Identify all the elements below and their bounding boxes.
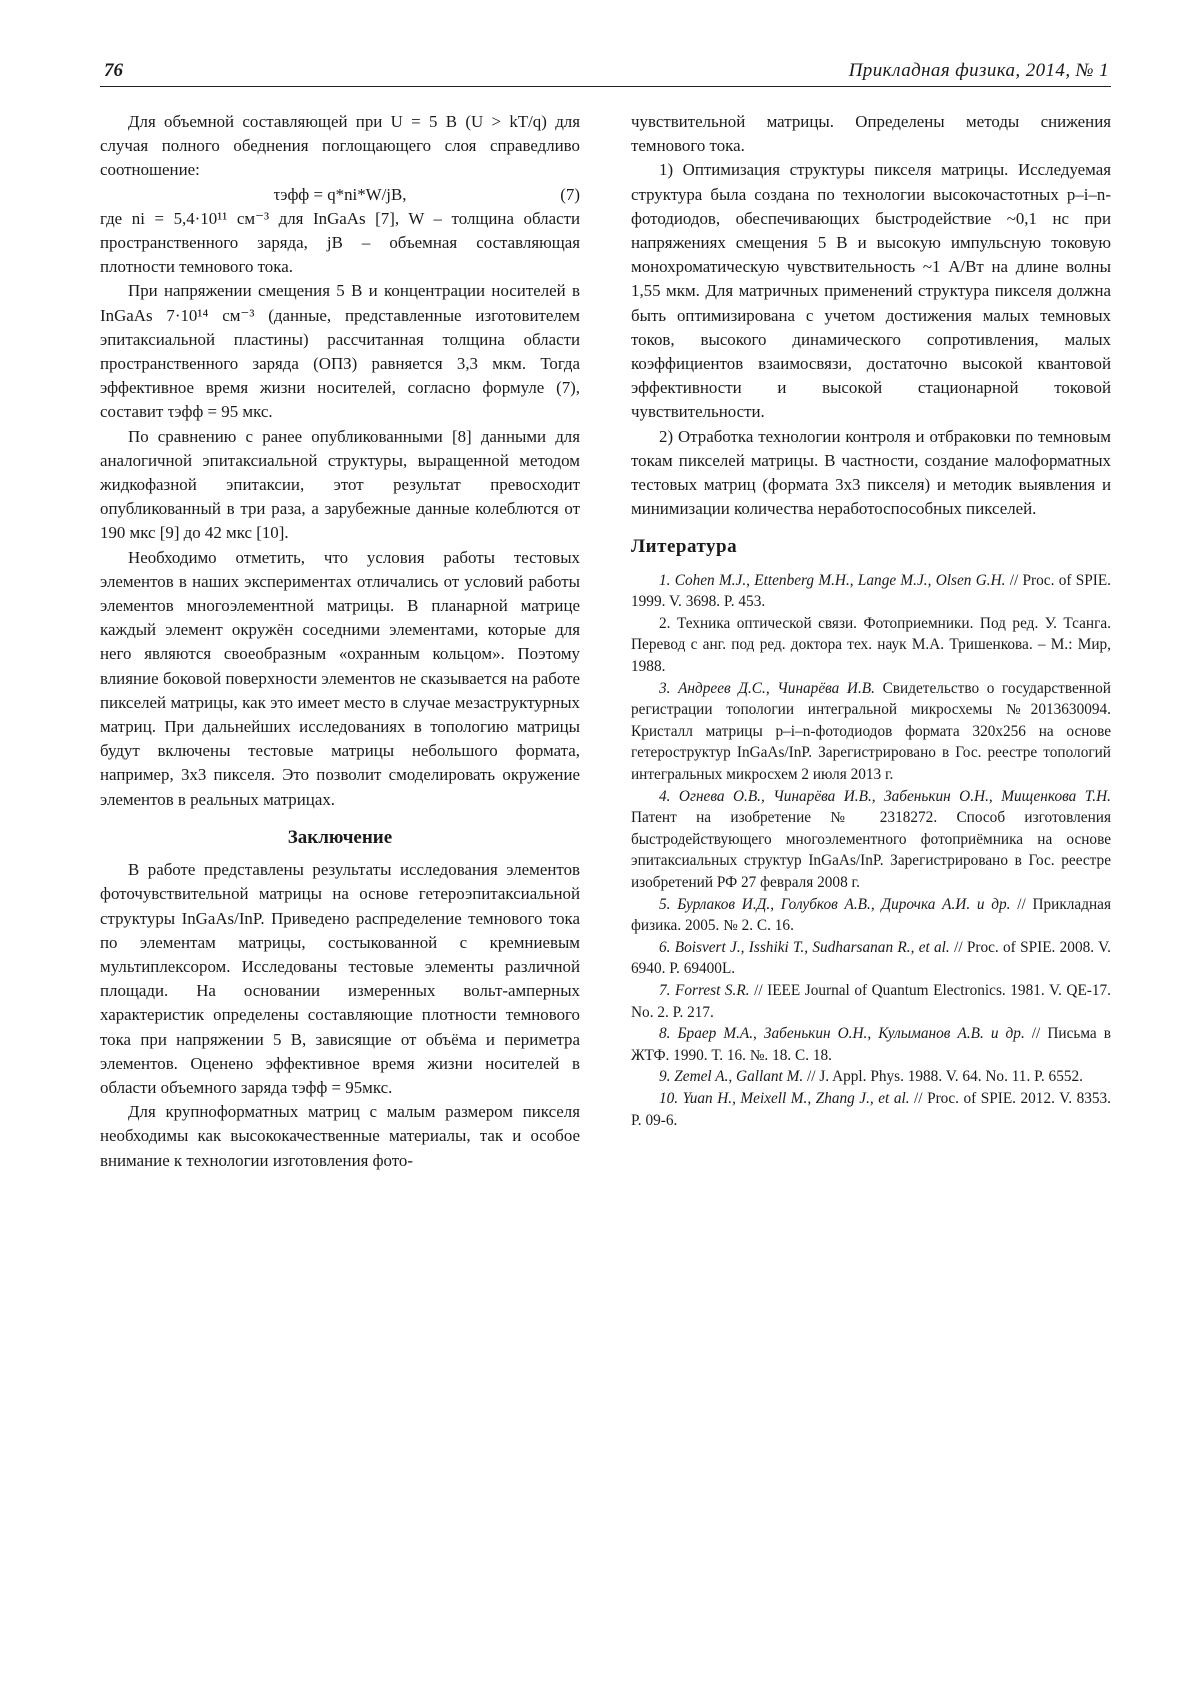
paragraph: Необходимо отметить, что условия работы тестовых элементов в наших экспериментах отличались от условий работы элементов многоэлементной матрицы. В планарной матрице каждый элемент окружён соседними элементами, которые для него являются своеобразным «охранным кольцом». Поэтому влияние боковой поверхности элементов не сказывается на работе пикселей матрицы, как это имеет место в случае мезаструктурных матриц. При дальнейших исследованиях в топологию матрицы будут включены тестовые матрицы небольшого формата, например, 3х3 пикселя. Это позволит смоделировать окружение элементов в реальных матрицах. bbox=[100, 547, 580, 809]
reference-authors: 8. Браер М.А., Забенькин О.Н., Кулыманов А.В. и др. bbox=[659, 1025, 1025, 1043]
left-column bbox=[100, 110, 580, 1173]
reference-item bbox=[631, 570, 1111, 613]
paragraph: 1) Оптимизация структуры пикселя матрицы. Исследуемая структура была создана по технологии высокочастотных p–i–n-фотодиодов, обеспечивающих быстродействие ~0,1 нс при напряжениях смещения 5 В и высокую импульсную токовую монохроматическую чувствительность ~1 А/Вт на длине волны 1,55 мкм. Для матричных применений структура пикселя должна быть оптимизирована с учетом достижения малых темновых токов, высокого динамического сопротивления, малых коэффициентов взаимосвязи, достаточно высокой квантовой эффективности и высокой стационарной токовой чувствительности. bbox=[631, 160, 1111, 422]
reference-details: // IEEE Journal of Quantum Electronics. 1981. V. QE-17. No. 2. P. 217. bbox=[631, 981, 1111, 1021]
reference-authors: 4. Огнева О.В., Чинарёва И.В., Забенькин О.Н., Мищенкова Т.Н. bbox=[659, 787, 1111, 805]
reference-item bbox=[631, 1023, 1111, 1066]
reference-details: // Proc. of SPIE. 2008. V. 6940. P. 69400L. bbox=[631, 938, 1112, 978]
reference-details: Свидетельство о государственной регистрации топологии интегральной микросхемы №2013630094. Кристалл матрицы p–i–n-фотодиодов формата 320х256 на основе гетероструктур InGaAs/InP. Зарегистрировано в Гос. реестре топологий интегральных микросхем 2 июля 2013 г. bbox=[631, 679, 1111, 783]
running-header bbox=[100, 56, 1111, 87]
paragraph: Для крупноформатных матриц с малым размером пикселя необходимы как высококачественные материалы, так и особое внимание к технологии изготовления фото- bbox=[100, 1102, 580, 1170]
formula-expression: τэфф = q*ni*W/jB, bbox=[273, 184, 407, 204]
reference-authors: 9. Zemel A., Gallant M. bbox=[659, 1068, 804, 1086]
page-number: 76 bbox=[104, 60, 123, 81]
paragraph: Для объемной составляющей при U = 5 В (U > kT/q) для случая полного обеднения поглощающего слоя справедливо соотношение: bbox=[100, 112, 580, 180]
reference-item bbox=[631, 613, 1111, 678]
reference-item bbox=[631, 1066, 1111, 1088]
reference-authors: 10. Yuan H., Meixell M., Zhang J., et al. bbox=[659, 1089, 910, 1107]
reference-details: // Proc. of SPIE. 2012. V. 8353. P. 09-6. bbox=[631, 1089, 1111, 1129]
reference-details: // Письма в ЖТФ. 1990. Т. 16. №. 18. С. 18. bbox=[631, 1025, 1111, 1064]
reference-item bbox=[631, 1088, 1111, 1131]
section-title-literature: Литература bbox=[631, 536, 738, 558]
reference-item bbox=[631, 980, 1111, 1023]
reference-authors: 3. Андреев Д.С., Чинарёва И.В. bbox=[659, 679, 875, 697]
paragraph: чувствительной матрицы. Определены методы снижения темнового тока. bbox=[631, 112, 1111, 156]
paragraph: По сравнению с ранее опубликованными [8] данными для аналогичной эпитаксиальной структуры, выращенной методом жидкофазной эпитаксии, этот результат превосходит опубликованный в три раза, а зарубежные данные колеблются от 190 мкс [9] до 42 мкс [10]. bbox=[100, 426, 580, 543]
reference-authors: 7. Forrest S.R. bbox=[659, 981, 750, 999]
journal-title: Прикладная физика, 2014, № 1 bbox=[848, 60, 1109, 81]
formula-number: (7) bbox=[560, 184, 580, 204]
reference-item bbox=[631, 937, 1111, 980]
reference-authors: 1. Cohen M.J., Ettenberg M.H., Lange M.J., Olsen G.H. bbox=[659, 571, 1006, 589]
reference-item bbox=[631, 678, 1111, 786]
reference-item bbox=[631, 894, 1111, 937]
paragraph: При напряжении смещения 5 В и концентрации носителей в InGaAs 7·10¹⁴ см⁻³ (данные, представленные изготовителем эпитаксиальной пластины) рассчитанная толщина области пространственного заряда (ОПЗ) равняется 3,3 мкм. Тогда эффективное время жизни носителей, согласно формуле (7), составит τэфф = 95 мкс. bbox=[100, 281, 580, 422]
formula-7 bbox=[100, 183, 580, 207]
section-title-conclusion: Заключение bbox=[287, 826, 393, 848]
right-column bbox=[631, 110, 1111, 1131]
reference-authors: 5. Бурлаков И.Д., Голубков А.В., Дирочка А.И. и др. bbox=[659, 895, 1011, 913]
paragraph: 2) Отработка технологии контроля и отбраковки по темновым токам пикселей матрицы. В частности, создание малоформатных тестовых матриц (формата 3х3 пикселя) и методик выявления и минимизации количества неработоспособных пикселей. bbox=[631, 426, 1111, 519]
paragraph: где ni = 5,4·10¹¹ см⁻³ для InGaAs [7], W – толщина области пространственного заряда, jB – объемная составляющая плотности темнового тока. bbox=[100, 208, 580, 277]
paragraph: В работе представлены результаты исследования элементов фоточувствительной матрицы на основе гетероэпитаксиальной структуры InGaAs/InP. Приведено распределение темнового тока по элементам матрицы, состыкованной с кремниевым мультиплексором. Исследованы тестовые элементы различной площади. На основании измеренных вольт-амперных характеристик определены составляющие плотности темнового тока при напряжении 5 В, зависящие от объёма и периметра элементов. Оценено эффективное время жизни носителей в области объемного заряда τэфф = 95мкс. bbox=[100, 860, 580, 1097]
reference-details: // Proc. of SPIE. 1999. V. 3698. P. 453. bbox=[631, 571, 1112, 611]
reference-list bbox=[631, 570, 1111, 1131]
reference-authors: 6. Boisvert J., Isshiki T., Sudharsanan R., et al. bbox=[659, 938, 950, 956]
reference-details: // J. Appl. Phys. 1988. V. 64. No. 11. P. 6552. bbox=[803, 1068, 1083, 1086]
reference-details: Патент на изобретение № 2318272. Способ изготовления быстродействующего многоэлементного фотоприёмника на основе эпитаксиальных структур InGaAs/InP. Зарегистрировано в Гос. реестре изобретений РФ 27 февраля 2008 г. bbox=[631, 809, 1111, 891]
reference-details: 2. Техника оптической связи. Фотоприемники. Под ред. У. Тсанга. Перевод с анг. под ред. доктора тех. наук М.А. Тришенкова. – М.: Мир, 1988. bbox=[631, 614, 1111, 676]
reference-details: // Прикладная физика. 2005. № 2. С. 16. bbox=[631, 895, 1111, 935]
reference-item bbox=[631, 786, 1111, 894]
